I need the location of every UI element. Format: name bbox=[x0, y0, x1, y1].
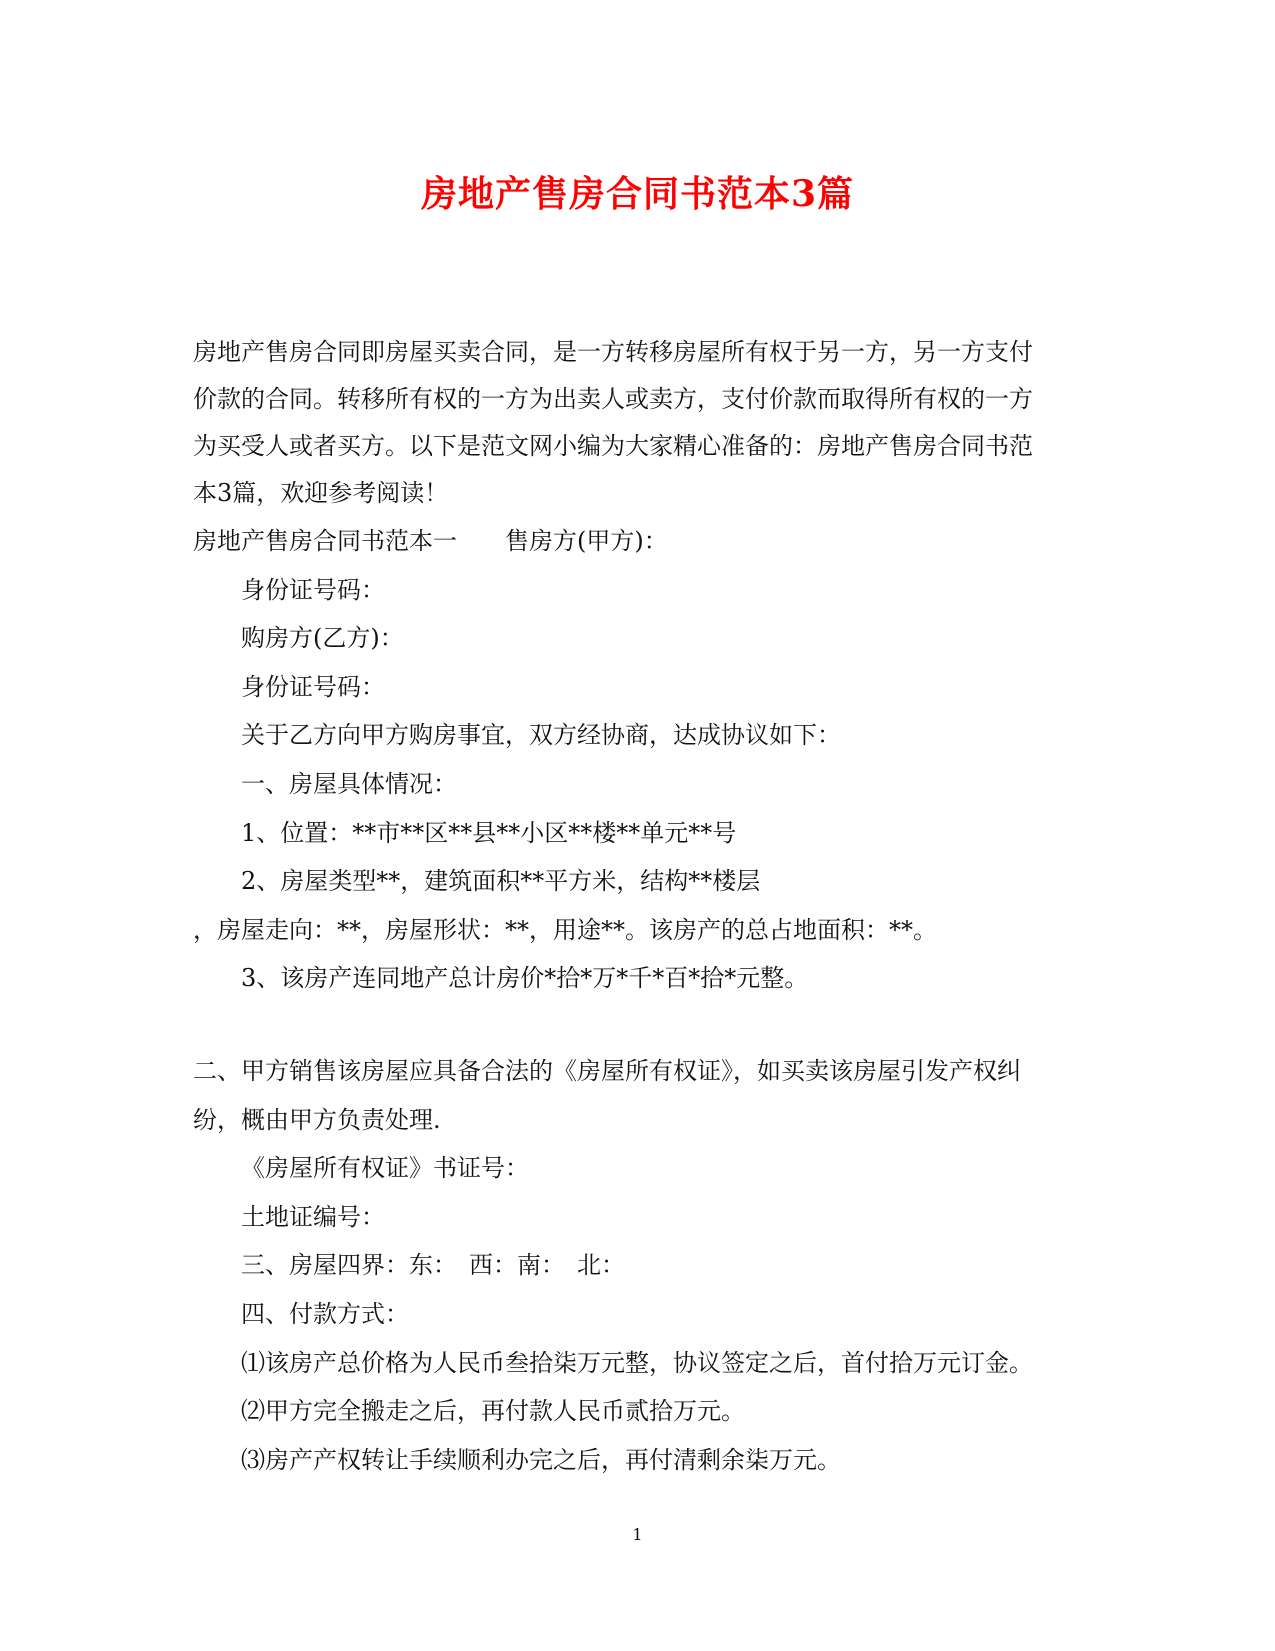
payment-item-2: ⑵甲方完全搬走之后，再付款人民币贰拾万元。 bbox=[241, 1397, 745, 1426]
seller-id-line: 身份证号码： bbox=[241, 575, 385, 604]
certificate-number-line: 《房屋所有权证》书证号： bbox=[241, 1154, 529, 1183]
payment-item-3: ⑶房产产权转让手续顺利办完之后，再付清剩余柒万元。 bbox=[241, 1445, 841, 1474]
section-one bbox=[193, 517, 1083, 1003]
agreement-line: 关于乙方向甲方购房事宜，双方经协商，达成协议如下： bbox=[241, 721, 841, 750]
buyer-line: 购房方(乙方)： bbox=[241, 624, 404, 653]
payment-item-1: ⑴该房产总价格为人民币叁拾柒万元整，协议签定之后，首付拾万元订金。 bbox=[241, 1348, 1033, 1377]
payment-method-heading: 四、付款方式： bbox=[241, 1299, 409, 1328]
paragraph-gap bbox=[193, 1003, 1083, 1047]
intro-line-2: 价款的合同。转移所有权的一方为出卖人或卖方，支付价款而取得所有权的一方 bbox=[193, 385, 1033, 413]
buyer-id-line: 身份证号码： bbox=[241, 672, 385, 701]
clause-two-line-1: 二、甲方销售该房屋应具备合法的《房屋所有权证》，如买卖该房屋引发产权纠 bbox=[193, 1056, 1021, 1085]
intro-line-4: 本3篇，欢迎参考阅读！ bbox=[193, 479, 449, 507]
clause-two-line-2: 纷，概由甲方负责处理. bbox=[193, 1105, 441, 1134]
section-heading-line: 房地产售房合同书范本一 售房方(甲方)： bbox=[193, 527, 668, 555]
location-line: 1、位置：**市**区**县**小区**楼**单元**号 bbox=[241, 818, 737, 847]
intro-line-1: 房地产售房合同即房屋买卖合同，是一方转移房屋所有权于另一方，另一方支付 bbox=[193, 338, 1033, 366]
page-number: 1 bbox=[632, 1525, 643, 1544]
intro-line-3: 为买受人或者买方。以下是范文网小编为大家精心准备的：房地产售房合同书范 bbox=[193, 432, 1033, 460]
total-price-line: 3、该房产连同地产总计房价*拾*万*千*百*拾*元整。 bbox=[241, 964, 809, 993]
house-orientation-line: ，房屋走向：**，房屋形状：**，用途**。该房产的总占地面积：**。 bbox=[193, 915, 937, 944]
boundaries-line: 三、房屋四界：东： 西：南： 北： bbox=[241, 1251, 625, 1280]
intro-paragraph bbox=[193, 329, 1083, 517]
document-title: 房地产售房合同书范本3篇 bbox=[420, 173, 855, 215]
land-certificate-line: 土地证编号： bbox=[241, 1202, 385, 1231]
section-two bbox=[193, 1047, 1083, 1484]
clause-one-heading: 一、房屋具体情况： bbox=[241, 769, 457, 798]
house-type-line: 2、房屋类型**，建筑面积**平方米，结构**楼层 bbox=[241, 867, 761, 896]
document-body bbox=[193, 329, 1083, 1484]
